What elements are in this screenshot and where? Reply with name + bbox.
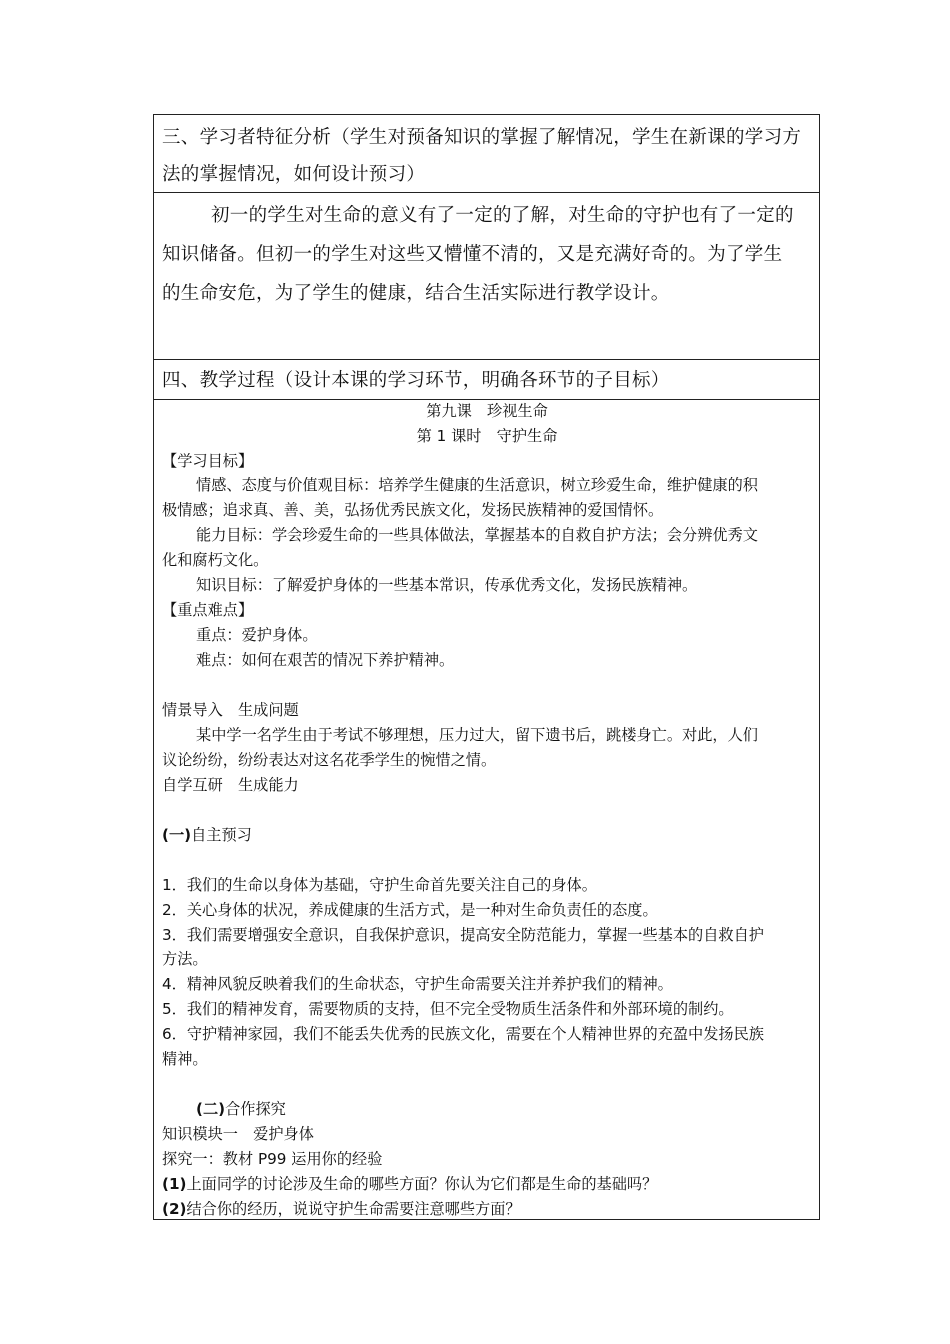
intro-text-line1: 某中学一名学生由于考试不够理想，压力过大，留下遗书后，跳楼身亡。对此，人们 [196, 726, 758, 744]
section4-heading: 四、教学过程（设计本课的学习环节，明确各环节的子目标） [162, 370, 670, 391]
question-1-number: (1) [162, 1175, 187, 1193]
section3-heading-line1: 三、学习者特征分析（学生对预备知识的掌握了解情况，学生在新课的学习方 [162, 127, 802, 148]
explore-1: 探究一：教材 P99 运用你的经验 [162, 1150, 383, 1168]
goal-ability-line2: 化和腐朽文化。 [162, 551, 269, 569]
question-2-number: (2) [162, 1200, 187, 1218]
question-1-text: 上面同学的讨论涉及生命的哪些方面？你认为它们都是生命的基础吗？ [186, 1175, 658, 1193]
coop-label-text: 合作探究 [225, 1100, 286, 1118]
preview-label-text: 自主预习 [191, 826, 252, 844]
difficult-point: 难点：如何在艰苦的情况下养护精神。 [196, 651, 455, 669]
question-2 [162, 1200, 521, 1218]
key-header: 【重点难点】 [162, 601, 254, 619]
preview-label-number: (一) [162, 826, 192, 844]
section3-body-line3: 的生命安危，为了学生的健康，结合生活实际进行教学设计。 [162, 283, 670, 304]
lesson-title: 第九课 珍视生命 [426, 402, 548, 420]
row-divider [154, 399, 819, 400]
preview-item-3-line2: 方法。 [162, 950, 208, 968]
preview-item-3-line1: 3．我们需要增强安全意识，自我保护意识，提高安全防范能力，掌握一些基本的自救自护 [162, 926, 764, 944]
preview-item-2: 2．关心身体的状况，养成健康的生活方式，是一种对生命负责任的态度。 [162, 901, 658, 919]
section3-body-line1: 初一的学生对生命的意义有了一定的了解，对生命的守护也有了一定的 [211, 205, 794, 226]
section3-body-line2: 知识储备。但初一的学生对这些又懵懂不清的，又是充满好奇的。为了学生 [162, 244, 783, 265]
self-study-title: 自学互研 生成能力 [162, 776, 299, 794]
row-divider [154, 192, 819, 193]
preview-item-6-line2: 精神。 [162, 1050, 208, 1068]
goal-knowledge: 知识目标：了解爱护身体的一些基本常识，传承优秀文化，发扬民族精神。 [196, 576, 698, 594]
lesson-subtitle: 第 1 课时 守护生命 [416, 427, 558, 445]
key-point: 重点：爱护身体。 [196, 626, 318, 644]
preview-item-4: 4．精神风貌反映着我们的生命状态，守护生命需要关注并养护我们的精神。 [162, 975, 673, 993]
goals-header: 【学习目标】 [162, 452, 254, 470]
knowledge-module-1: 知识模块一 爱护身体 [162, 1125, 314, 1143]
row-divider [154, 359, 819, 360]
goal-emotion-line2: 极情感；追求真、善、美，弘扬优秀民族文化，发扬民族精神的爱国情怀。 [162, 501, 664, 519]
goal-emotion-line1: 情感、态度与价值观目标：培养学生健康的生活意识，树立珍爱生命，维护健康的积 [196, 476, 758, 494]
preview-item-1: 1．我们的生命以身体为基础，守护生命首先要关注自己的身体。 [162, 876, 597, 894]
intro-title: 情景导入 生成问题 [162, 701, 299, 719]
preview-item-6-line1: 6．守护精神家园，我们不能丢失优秀的民族文化，需要在个人精神世界的充盈中发扬民族 [162, 1025, 764, 1043]
preview-label [162, 826, 252, 844]
section3-heading-line2: 法的掌握情况，如何设计预习） [162, 164, 426, 185]
coop-label-number: (二) [196, 1100, 226, 1118]
question-2-text: 结合你的经历，说说守护生命需要注意哪些方面？ [186, 1200, 521, 1218]
coop-label [196, 1100, 286, 1118]
question-1 [162, 1175, 657, 1193]
preview-item-5: 5．我们的精神发育，需要物质的支持，但不完全受物质生活条件和外部环境的制约。 [162, 1000, 734, 1018]
goal-ability-line1: 能力目标：学会珍爱生命的一些具体做法，掌握基本的自救自护方法；会分辨优秀文 [196, 526, 758, 544]
intro-text-line2: 议论纷纷，纷纷表达对这名花季学生的惋惜之情。 [162, 751, 497, 769]
